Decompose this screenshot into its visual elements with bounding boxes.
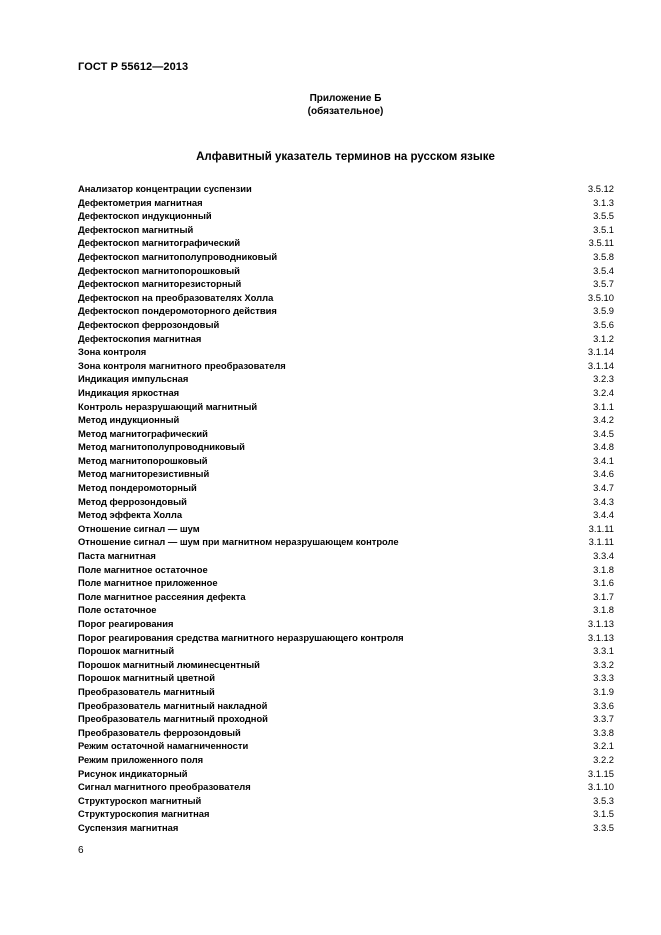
index-entry	[78, 236, 614, 250]
term-reference: 3.3.4	[593, 550, 614, 562]
term-name: Порог реагирования	[78, 618, 174, 629]
term-reference: 3.3.3	[593, 672, 614, 684]
index-entry	[78, 753, 614, 767]
index-entry	[78, 671, 614, 685]
term-name: Метод феррозондовый	[78, 495, 187, 507]
term-name: Зона контроля	[78, 346, 147, 358]
term-name: Преобразователь феррозондовый	[78, 726, 241, 738]
index-entry	[78, 821, 614, 835]
index-entry	[78, 603, 614, 617]
term-name: Метод индукционный	[78, 414, 180, 426]
index-entry	[78, 767, 614, 781]
term-name: Метод магнитополупроводниковый	[78, 441, 245, 453]
term-name: Дефектоскоп магнитный	[78, 223, 194, 235]
term-reference: 3.4.4	[593, 509, 614, 521]
term-name: Дефектоскопия магнитная	[78, 332, 202, 344]
term-reference: 3.1.7	[593, 590, 614, 602]
index-entry	[78, 332, 614, 346]
term-name: Зона контроля магнитного преобразователя	[78, 359, 286, 371]
index-entry	[78, 535, 614, 549]
term-reference: 3.1.5	[593, 808, 614, 820]
term-name: Индикация яркостная	[78, 386, 180, 398]
index-entry	[78, 508, 614, 522]
term-reference: 3.3.7	[593, 713, 614, 725]
term-name: Рисунок индикаторный	[78, 767, 188, 779]
index-entry	[78, 359, 614, 373]
index-entry	[78, 549, 614, 563]
term-name: Отношение сигнал — шум	[78, 522, 200, 534]
term-reference: 3.1.14	[587, 346, 614, 358]
term-reference: 3.3.8	[593, 726, 614, 738]
index-entry	[78, 467, 614, 481]
index-entry	[78, 318, 614, 332]
term-reference: 3.2.2	[593, 753, 614, 765]
term-name: Индикация импульсная	[78, 373, 189, 385]
index-entry	[78, 658, 614, 672]
index-entry	[78, 250, 614, 264]
index-entry	[78, 699, 614, 713]
index-entry	[78, 454, 614, 468]
term-name: Отношение сигнал — шум при магнитном неразрушающем контроле	[78, 536, 399, 548]
term-name: Структуроскопия магнитная	[78, 808, 210, 820]
index-entry	[78, 304, 614, 318]
index-entry	[78, 291, 614, 305]
term-name: Метод эффекта Холла	[78, 509, 183, 521]
term-reference: 3.1.8	[593, 604, 614, 616]
term-name: Порошок магнитный	[78, 645, 175, 657]
index-entry	[78, 427, 614, 441]
term-name: Дефектоскоп на преобразователях Холла	[78, 291, 274, 303]
term-reference: 3.1.13	[587, 618, 614, 629]
page-number: 6	[78, 845, 84, 856]
index-entry	[78, 495, 614, 509]
term-reference: 3.4.1	[593, 454, 614, 466]
index-entry	[78, 264, 614, 278]
term-reference: 3.1.10	[587, 781, 614, 793]
term-name: Дефектоскоп магнитополупроводниковый	[78, 250, 278, 262]
index-entry	[78, 400, 614, 414]
term-name: Режим остаточной намагниченности	[78, 740, 249, 752]
term-name: Дефектоскоп пондеромоторного действия	[78, 305, 277, 317]
term-reference: 3.3.1	[593, 645, 614, 657]
term-name: Поле магнитное остаточное	[78, 563, 208, 575]
index-entry	[78, 617, 614, 631]
index-entry	[78, 726, 614, 740]
term-name: Паста магнитная	[78, 550, 156, 562]
appendix-status: (обязательное)	[307, 106, 384, 117]
term-name: Преобразователь магнитный накладной	[78, 699, 268, 711]
term-name: Дефектоскоп индукционный	[78, 210, 212, 222]
term-reference: 3.3.2	[593, 658, 614, 670]
term-reference: 3.4.2	[593, 414, 614, 426]
index-entry	[78, 685, 614, 699]
term-name: Метод пондеромоторный	[78, 482, 197, 494]
term-name: Порошок магнитный люминесцентный	[78, 658, 260, 670]
index-entry	[78, 277, 614, 291]
term-name: Поле остаточное	[78, 604, 157, 616]
term-name: Метод магниторезистивный	[78, 468, 210, 480]
appendix-title: Приложение Б	[309, 93, 382, 104]
term-reference: 3.4.7	[593, 482, 614, 494]
term-reference: 3.2.4	[593, 386, 614, 398]
term-reference: 3.5.1	[593, 223, 614, 235]
index-entry	[78, 182, 614, 196]
term-reference: 3.1.3	[593, 196, 614, 208]
term-reference: 3.5.3	[593, 794, 614, 806]
index-entry	[78, 563, 614, 577]
index-entry	[78, 440, 614, 454]
index-entry	[78, 522, 614, 536]
term-reference: 3.2.1	[593, 740, 614, 752]
term-reference: 3.1.14	[587, 359, 614, 371]
term-name: Дефектоскоп магнитопорошковый	[78, 264, 240, 276]
term-name: Контроль неразрушающий магнитный	[78, 400, 258, 412]
term-name: Сигнал магнитного преобразователя	[78, 781, 251, 793]
term-reference: 3.1.9	[593, 685, 614, 697]
term-name: Поле магнитное приложенное	[78, 577, 218, 589]
index-entry	[78, 345, 614, 359]
index-entry	[78, 590, 614, 604]
terms-index-list	[78, 182, 614, 835]
term-name: Структуроскоп магнитный	[78, 794, 202, 806]
term-reference: 3.4.5	[593, 427, 614, 439]
term-reference: 3.1.6	[593, 577, 614, 589]
term-name: Дефектоскоп магнитографический	[78, 237, 241, 249]
term-name: Порог реагирования средства магнитного неразрушающего контроля	[78, 631, 404, 643]
term-reference: 3.4.3	[593, 495, 614, 507]
index-entry	[78, 644, 614, 658]
term-name: Преобразователь магнитный проходной	[78, 713, 268, 725]
term-reference: 3.5.10	[587, 291, 614, 303]
index-entry	[78, 739, 614, 753]
term-name: Дефектоскоп феррозондовый	[78, 318, 220, 330]
term-name: Метод магнитографический	[78, 427, 208, 439]
index-entry	[78, 807, 614, 821]
term-reference: 3.4.6	[593, 468, 614, 480]
index-entry	[78, 576, 614, 590]
index-entry	[78, 196, 614, 210]
index-entry	[78, 209, 614, 223]
term-name: Анализатор концентрации суспензии	[78, 183, 252, 194]
term-reference: 3.1.11	[588, 522, 614, 534]
term-name: Дефектоскоп магниторезисторный	[78, 278, 242, 290]
term-reference: 3.5.9	[593, 305, 614, 317]
term-name: Суспензия магнитная	[78, 821, 179, 833]
term-name: Преобразователь магнитный	[78, 685, 215, 697]
term-reference: 3.1.11	[588, 536, 614, 548]
term-reference: 3.1.13	[587, 631, 614, 643]
term-reference: 3.2.3	[593, 373, 614, 385]
term-reference: 3.1.8	[593, 563, 614, 575]
index-entry	[78, 712, 614, 726]
index-entry	[78, 223, 614, 237]
term-reference: 3.3.5	[593, 821, 614, 833]
term-reference: 3.1.2	[593, 332, 614, 344]
term-reference: 3.3.6	[593, 699, 614, 711]
term-reference: 3.5.4	[593, 264, 614, 276]
term-name: Порошок магнитный цветной	[78, 672, 215, 684]
term-name: Режим приложенного поля	[78, 753, 204, 765]
term-name: Дефектометрия магнитная	[78, 196, 203, 208]
index-entry	[78, 631, 614, 645]
term-name: Метод магнитопорошковый	[78, 454, 208, 466]
term-reference: 3.5.5	[593, 210, 614, 222]
term-reference: 3.5.8	[593, 250, 614, 262]
term-reference: 3.1.1	[593, 400, 614, 412]
term-reference: 3.5.12	[587, 183, 614, 194]
index-entry	[78, 386, 614, 400]
index-entry	[78, 780, 614, 794]
term-reference: 3.1.15	[587, 767, 614, 779]
index-entry	[78, 372, 614, 386]
term-reference: 3.5.7	[593, 278, 614, 290]
index-entry	[78, 794, 614, 808]
document-id: ГОСТ Р 55612—2013	[78, 61, 189, 73]
index-entry	[78, 481, 614, 495]
term-reference: 3.4.8	[593, 441, 614, 453]
term-name: Поле магнитное рассеяния дефекта	[78, 590, 246, 602]
index-title: Алфавитный указатель терминов на русском языке	[196, 151, 495, 163]
appendix-heading	[0, 92, 661, 118]
term-reference: 3.5.6	[593, 318, 614, 330]
index-entry	[78, 413, 614, 427]
term-reference: 3.5.11	[588, 237, 614, 249]
